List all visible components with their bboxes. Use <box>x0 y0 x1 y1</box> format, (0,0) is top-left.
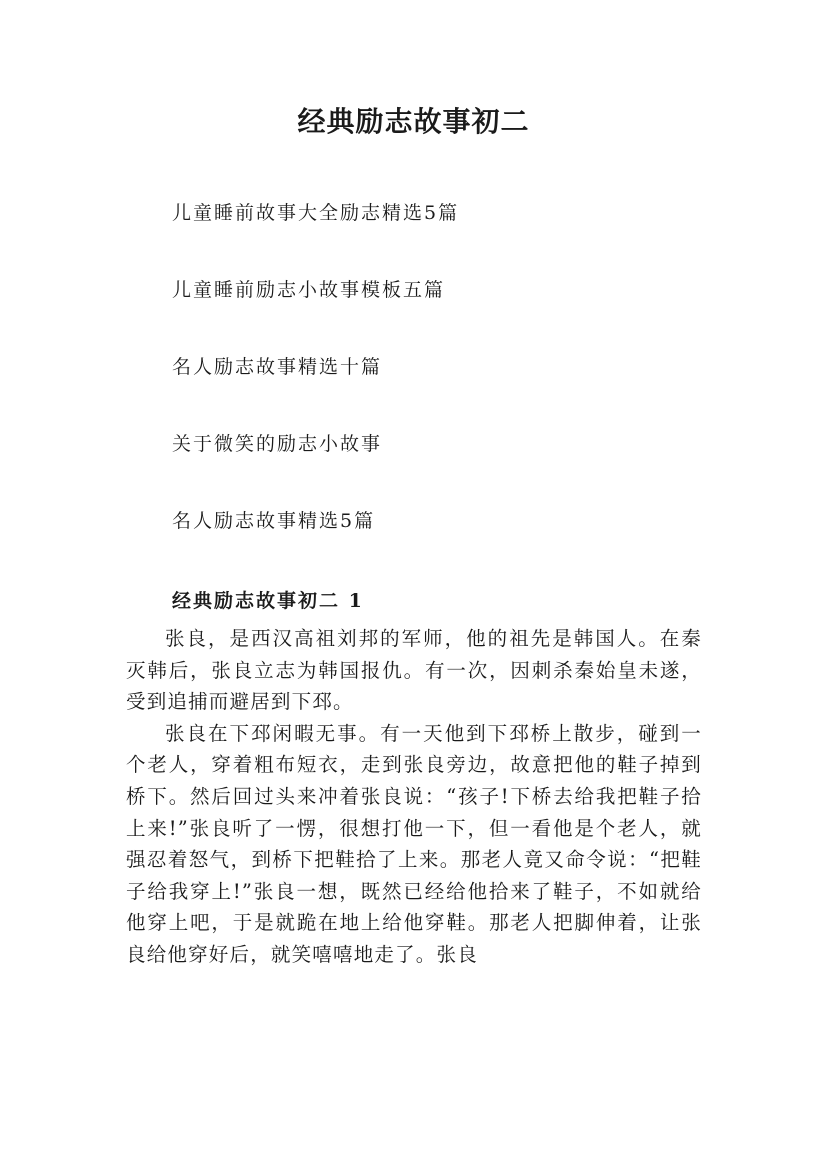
toc-item: 名人励志故事精选十篇 <box>172 356 383 378</box>
toc-item: 关于微笑的励志小故事 <box>172 433 383 455</box>
document-title: 经典励志故事初二 <box>297 105 530 138</box>
story-body <box>126 623 702 971</box>
toc-item: 儿童睡前励志小故事模板五篇 <box>172 279 446 301</box>
toc-item: 儿童睡前故事大全励志精选5篇 <box>172 202 460 224</box>
section-heading: 经典励志故事初二 1 <box>172 590 364 612</box>
paragraph: 张良在下邳闲暇无事。有一天他到下邳桥上散步，碰到一个老人，穿着粗布短衣，走到张良旁边，故意把他的鞋子掉到桥下。然后回过头来冲着张良说：“孩子!下桥去给我把鞋子拾上来!”张良听了一愣，很想打他一下，但一看他是个老人，就强忍着怒气，到桥下把鞋拾了上来。那老人竟又命令说：“把鞋子给我穿上!”张良一想，既然已经给他拾来了鞋子，不如就给他穿上吧，于是就跪在地上给他穿鞋。那老人把脚伸着，让张良给他穿好后，就笑嘻嘻地走了。张良 <box>126 721 702 966</box>
paragraph: 张良，是西汉高祖刘邦的军师，他的祖先是韩国人。在秦灭韩后，张良立志为韩国报仇。有一次，因刺杀秦始皇未遂，受到追捕而避居到下邳。 <box>126 627 702 714</box>
table-of-contents <box>172 200 459 585</box>
toc-item: 名人励志故事精选5篇 <box>172 510 376 532</box>
